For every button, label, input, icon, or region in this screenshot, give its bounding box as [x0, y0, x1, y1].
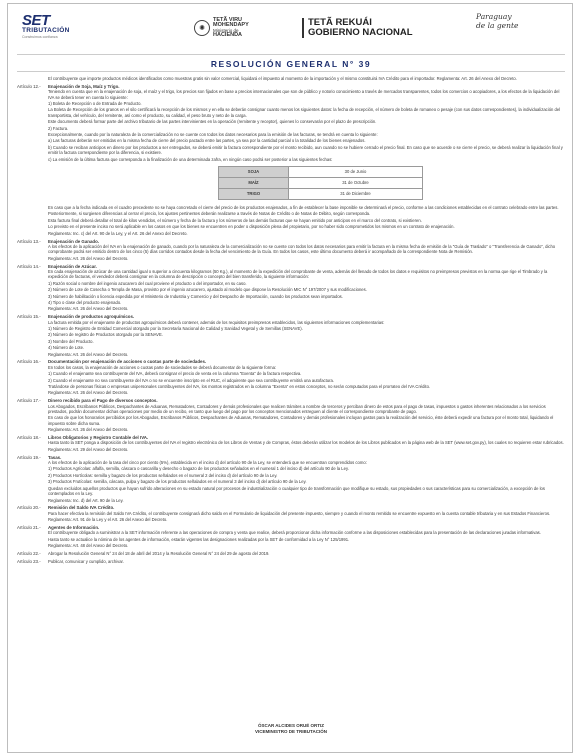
article-heading: Libros Obligatorios y Registro Contable del IVA. [48, 435, 149, 441]
article-20 [17, 505, 565, 523]
table-row [219, 178, 423, 189]
article-14 [17, 264, 565, 313]
article-paragraph: En caso que a la fecha indicada en el cuadro precedente no se haya concretado el cierre del precio de los productos enajenados, a fin de establecer la base imponible se determinará el precio, conforme a las condiciones establecidas en el contrato celebrado entre las partes. [48, 205, 559, 211]
article-content [48, 239, 565, 263]
article-label: Artículo 14.- [17, 263, 41, 269]
document-body [17, 76, 565, 567]
intro-label [17, 76, 48, 82]
article-label: Artículo 17.- [17, 398, 41, 404]
article-paragraph: 2) Número de registro de Productos otorgado por la SENAVE. [48, 332, 163, 338]
article-content [48, 359, 565, 396]
article-paragraph: Este documento deberá formar parte del archivo tributario de las partes intervinientes en la operación (remitente y receptor), quienes lo conservarán por el plazo de prescripción. [48, 119, 377, 125]
ministry-line-4: HACIENDA [213, 32, 243, 38]
article-paragraph: 2) Número de Lote de Cosecha o Templa de Masa, provisto por el ingenio azucarero, ajustado al modelo que dispone la Resolución MIC N° 197/2007 y sus modificaciones. [48, 287, 367, 293]
article-heading: Tasas. [48, 454, 62, 460]
article-paragraph: En cada enajenación de azúcar de una cantidad igual o superior a cincuenta kilogramos (50 Kg.), al momento de la expedición del comprobante de venta, además del llenado de todos los datos e requisitos no preimpresos previstos en la norma que rige el Timbrado y la expedición de facturas, el vendedor deberá consignar en la columna de descripción o concepto del bien transferido, la siguiente información: [48, 268, 548, 280]
article-paragraph: 1) Número de Registro de Entidad Comercial otorgado por la Secretaría Nacional de Calidad y Sanidad Vegetal y de Semillas (SENAVE). [48, 325, 303, 331]
paraguay-line-1: Paraguay [476, 12, 512, 21]
article-content [48, 398, 565, 433]
article-content [48, 84, 565, 237]
article-paragraph: Esta factura final deberá detallar el total de kilos vendidos, el número y fecha de la factura y los números de las demás facturas que se hayan emitido por anticipos en el marco del contrato, si existieren. [48, 217, 422, 223]
article-paragraph: a) Las facturas deberán ser emitidas en la misma fecha de cierre del precio pactado entre las partes, ya sea por la cantidad parcial o la totalidad de los bienes enajenados. [48, 138, 366, 144]
ministry-logo [194, 13, 274, 43]
article-paragraph: Quedan excluidos aquellos productos que hayan sufrido alteraciones en su estado natural por procesos de industrialización o cualquier tipo de transformación que modifique su estado, sus propiedades o sus características para su comercialización, a excepción de los contemplados en la Ley. [48, 485, 545, 497]
article-13 [17, 239, 565, 263]
article-paragraph: b) Cuando se reciban anticipos en dinero por los productos a ser entregados, se deberá emitir la factura correspondiente por el monto recibido, aun cuando no se hubiere cerrado el precio final. En caso que se acuerde o se cierre el precio, se deberá realizar la liquidación final y emitir la factura correspondiente por la diferencia, si existiere. [48, 144, 563, 156]
article-content [48, 525, 565, 550]
article-label: Artículo 15.- [17, 314, 41, 320]
article-paragraph: 3) Productos Frutícolas: semilla, cáscara, pulpa y bagazo de los productos señalados en el numeral 3 del inciso d) del artículo 90 de la Ley. [48, 479, 307, 485]
table-row [219, 167, 423, 178]
product-cell: SOJA [219, 167, 289, 178]
resolution-title: RESOLUCIÓN GENERAL N° 39 [210, 59, 372, 69]
intro-text: El contribuyente que importe productos médicos identificados como muestras gratis sin valor comercial, liquidará el impuesto al momento de la importación y el mismo constituirá IVA Crédito para el importador. Reglamenta: Art. 26 del Anexo del Decreto. [48, 76, 517, 81]
article-content [48, 559, 565, 565]
article-content [48, 435, 565, 453]
article-heading: Enajenación de Soja, Maíz y Trigo. [48, 83, 120, 89]
article-heading: Enajenación de Ganado. [48, 238, 99, 244]
article-paragraph: Reglamenta: Inc. c) del Art. 90 de la Ley, y el Art. 26 del Anexo del Decreto. [48, 230, 188, 236]
article-heading: Remisión del Saldo IVA Crédito. [48, 505, 115, 511]
article-12 [17, 84, 565, 237]
article-label: Artículo 16.- [17, 359, 41, 365]
article-paragraph: Excepcionalmente, cuando por la naturaleza de la comercialización no se cuente con todos los datos necesarios para la emisión de las facturas, se tendrá en cuenta lo siguiente: [48, 132, 378, 138]
signatory-name: ÓSCAR ALCIDES ORUÉ ORTIZ [257, 723, 325, 728]
signatory-role: VICEMINISTRO DE TRIBUTACIÓN [255, 729, 327, 734]
set-logo-sub: TRIBUTACIÓN [22, 27, 70, 34]
deadline-cell: 31 de Diciembre [289, 189, 423, 200]
article-15 [17, 314, 565, 358]
article-paragraph: 3) Nombre del Producto. [48, 338, 94, 344]
article-16 [17, 359, 565, 396]
article-paragraph: Reglamenta: Inc. d) del Art. 90 de la Ley. [48, 497, 124, 503]
article-paragraph: Reglamenta: Art. 26 del Anexo del Decreto. [48, 427, 129, 433]
article-paragraph: 2) Factura. [48, 125, 69, 131]
header-divider [17, 54, 565, 55]
article-label: Artículo 12.- [17, 83, 41, 89]
article-paragraph: Reglamenta: Art. 26 del Anexo del Decreto. [48, 306, 129, 312]
document-page [7, 3, 573, 753]
article-content [48, 505, 565, 523]
ministry-line-1: TETÃ VIRU [213, 17, 243, 23]
article-paragraph: Reglamenta: Art. 29 del Anexo del Decreto. [48, 446, 129, 452]
article-paragraph: Hasta tanto se actualice la nómina de los agentes de información, estarán vigentes las designaciones realizadas por la SET de conformidad a la Ley N° 125/1991. [48, 536, 350, 542]
article-paragraph: La Boleta de Recepción de los granos en el silo certificará la recepción de los mismos y en ella se deberán consignar cuanto menos los siguientes datos: la fecha de recepción, el número de boleta de romaneo o pesaje (con sus datos correspondientes), la individualización del transportista, del vehículo, del remitente, así como el producto, su calidad, el peso bruto y neto de la carga. [48, 107, 561, 118]
article-18 [17, 435, 565, 453]
title-divider [17, 71, 565, 72]
article-heading: Agentes de Información. [48, 524, 100, 530]
harvest-deadline-table [218, 166, 423, 200]
product-cell: TRIGO [219, 189, 289, 200]
article-label: Artículo 19.- [17, 454, 41, 460]
ministry-line-2: MOHENDAPY [213, 22, 249, 28]
article-label: Artículo 20.- [17, 505, 41, 511]
header-logos [8, 4, 573, 50]
gov-bar-divider [302, 18, 304, 38]
gov-line-1: TETÃ REKUÁI [308, 17, 372, 28]
government-logo [302, 16, 432, 40]
article-paragraph: c) La emisión de la última factura que corresponda a la finalización de una determinada zafra, en ningún caso podrá ser posterior a las siguientes fechas: [48, 156, 333, 162]
article-22 [17, 551, 565, 557]
article-paragraph: A los efectos de la aplicación del IVA en la enajenación de ganado, cuando por la naturaleza de la comercialización no se cuente con todos los datos necesarios para emitir la factura en la misma fecha de emisión de la "Guía de Traslado" o "Transferencia de Ganado", dicho comprobante podrá ser emitido dentro de los cinco (5) días corridos contados desde la fecha del vencimiento de la Guía. En todos los casos, este último documento deberá ir acompañado de la correspondiente Nota de Remisión. [48, 243, 556, 255]
article-label: Artículo 23.- [17, 558, 41, 564]
article-17 [17, 398, 565, 433]
article-paragraph: Publicar, comunicar y cumplido, archivar. [48, 558, 124, 564]
paraguay-line-2: de la gente [476, 21, 519, 30]
article-21 [17, 525, 565, 550]
article-paragraph: Hasta tanto la SET ponga a disposición de los contribuyentes del IVA el registro electrónico de los Libros de Ventas y de Compras, éstos deberán utilizar los modelos de los Libros publicados en la página web de la SET (www.set.gov.py), los cuales no requieren estar rubricados. [48, 440, 564, 446]
article-paragraph: Tratándose de personas físicas o empresas unipersonales contribuyentes del IVA, los montos registrados en la columna "Exenta" en estos conceptos, no serán computados para el prorrateo del IVA Crédito. [48, 384, 431, 390]
article-label: Artículo 13.- [17, 238, 41, 244]
article-label: Artículo 21.- [17, 524, 41, 530]
article-content [48, 551, 565, 557]
intro-block [17, 76, 565, 82]
article-paragraph: 2) Productos Hortícolas: semilla y bagazo de los productos señalados en el numeral 2 del inciso d) del artículo 90 de la Ley. [48, 472, 278, 478]
article-paragraph: En todos los casos, la enajenación de acciones o cuotas parte de sociedades se deberá documentar de la siguiente forma: [48, 364, 277, 370]
article-paragraph: Reglamenta: Art. 26 del Anexo del Decreto. [48, 351, 129, 357]
set-logo-word: SET [22, 12, 50, 29]
article-paragraph: Lo previsto en el presente inciso no será aplicable en los casos en que los bienes se encuentren en poder o disposición plena del propietario, por no haber sido comprometidos los mismos en un contrato de enajenación. [48, 224, 455, 230]
article-label: Artículo 18.- [17, 435, 41, 441]
set-logo-tagline: Construimos confianza [22, 35, 58, 39]
article-paragraph: A los efectos de la aplicación de la tasa del cinco por ciento (5%), establecida en el inciso d) del artículo 90 de la Ley, se entenderá que se encuentran comprendidos como: [48, 460, 367, 466]
table-row [219, 189, 423, 200]
article-paragraph: 1) Cuando el enajenante sea contribuyente del IVA, deberá consignar el precio de venta en la columna "Exenta" de la factura respectiva. [48, 371, 302, 377]
article-paragraph: Posteriormente, si surgiesen diferencias al cerrar el precio, los ajustes pertinentes deberán realizarse a través de Notas de Crédito o de Notas de Débito, según corresponda. [48, 211, 371, 217]
article-label: Artículo 22.- [17, 550, 41, 556]
article-paragraph: Reglamenta: Art. 26 del Anexo del Decreto. [48, 390, 129, 396]
paraguay-logo [476, 12, 546, 42]
article-paragraph: El contribuyente obligado a suministrar a la SET información referente a las operaciones de compra y venta que realice, deberá proporcionar dicha información conforme a las disposiciones establecidas para la presentación de las declaraciones juradas informativas. [48, 530, 541, 536]
article-paragraph: Abrogar la Resolución General N° 24 del 18 de abril del 2014 y la Resolución General N° 24 del 29 de agosto del 2019. [48, 550, 270, 556]
article-content [48, 455, 565, 504]
gov-line-2: GOBIERNO NACIONAL [308, 27, 413, 38]
set-tributacion-logo [22, 12, 92, 46]
article-paragraph: 4) Tipo o clase del producto enajenado. [48, 299, 122, 305]
article-paragraph: Teniendo en cuenta que en la enajenación de soja, el maíz y el trigo, los precios son fijados en base a precios internacionales que son de público y notorio conocimiento a través de mercados transparentes, todos los comercios o acopiadores, a los efectos de la liquidación del IVA se deberá tener en cuenta lo siguiente: [48, 89, 560, 100]
article-heading: Documentación por enajenación de acciones o cuotas parte de sociedades. [48, 359, 207, 365]
deadline-cell: 30 de Junio [289, 167, 423, 178]
signature-block [8, 723, 573, 735]
ministry-text [213, 18, 249, 38]
article-paragraph: 1) Boleta de Recepción o de Entrada de Producto. [48, 101, 142, 107]
article-paragraph: 1) Productos Agrícolas: alfalfa, semilla, cáscara o cascarilla y desecho o bagazo de los productos señalados en el numeral 1 del inciso d) del artículo 90 de la Ley. [48, 466, 349, 472]
article-content [48, 314, 565, 358]
article-paragraph: 1) Razón social o nombre del ingenio azucarero del cual proviene el producto o del importador, en su caso. [48, 280, 247, 286]
gov-text [308, 18, 413, 38]
article-paragraph: 4) Número de Lote. [48, 345, 85, 351]
article-paragraph: En caso de que los honorarios percibidos por los Abogados, Escribanos Públicos, Despachantes de Aduanas, Rematadores, Contadores y demás profesionales incluyan gastos para la realización del servicio, éste deberá expedir una factura por el monto total, liquidando el impuesto sobre dicha suma. [48, 415, 554, 426]
article-23 [17, 559, 565, 565]
article-19 [17, 455, 565, 504]
deadline-cell: 31 de Octubre [289, 178, 423, 189]
article-paragraph: Reglamenta: Art. 91 de la Ley y el Art. 26 del Anexo del Decreto. [48, 517, 168, 523]
article-paragraph: Los Abogados, Escribanos Públicos, Despachantes de Aduanas, Rematadores, Contadores y demás profesionales que realicen trámites a nombre de terceros y perciban dinero de estos para el pago de tasas, impuestos o gastos inherentes relacionados a los servicios prestados, podrán documentar dichas operaciones por medio de un recibo, en tanto que luego del pago por los conceptos mencionados entreguen al cliente el correspondiente comprobante de pago. [48, 403, 546, 415]
product-cell: MAÍZ [219, 178, 289, 189]
article-content [48, 264, 565, 313]
article-heading: Enajenación de Azúcar. [48, 263, 97, 269]
article-paragraph: 3) Número de habilitación o licencia expedida por el Ministerio de Industria y Comercio y del Despacho de Importación, cuando los productos sean importados. [48, 293, 343, 299]
article-paragraph: Reglamenta: Art. 26 del Anexo del Decreto. [48, 255, 129, 261]
article-paragraph: Para hacer efectiva la remisión del Saldo IVA Crédito, el contribuyente consignará dicho saldo en el Formulario de liquidación del presente impuesto, siempre y cuando el monto remitido se encuentre expuesto en la cuenta contable tributaria y en sus Estados Financieros. [48, 510, 551, 516]
article-paragraph: Reglamenta: Art. 48 del Anexo del Decreto. [48, 543, 129, 549]
article-heading: Enajenación de productos agroquímicos. [48, 314, 135, 320]
seal-icon: ✺ [194, 20, 210, 36]
article-heading: Dinero recibido para el Pago de diversos conceptos. [48, 398, 158, 404]
article-paragraph: La factura emitida por el enajenante de productos agroquímicos deberá contener, además de los requisitos preimpresos establecidos, las siguientes informaciones complementarias: [48, 319, 385, 325]
ministry-line-3: Ministerio de [213, 28, 239, 33]
article-paragraph: 2) Cuando el enajenante no sea contribuyente del IVA o no se encuentre inscripto en el RUC, el adquirente que sea contribuyente emitirá una autofactura. [48, 377, 335, 383]
